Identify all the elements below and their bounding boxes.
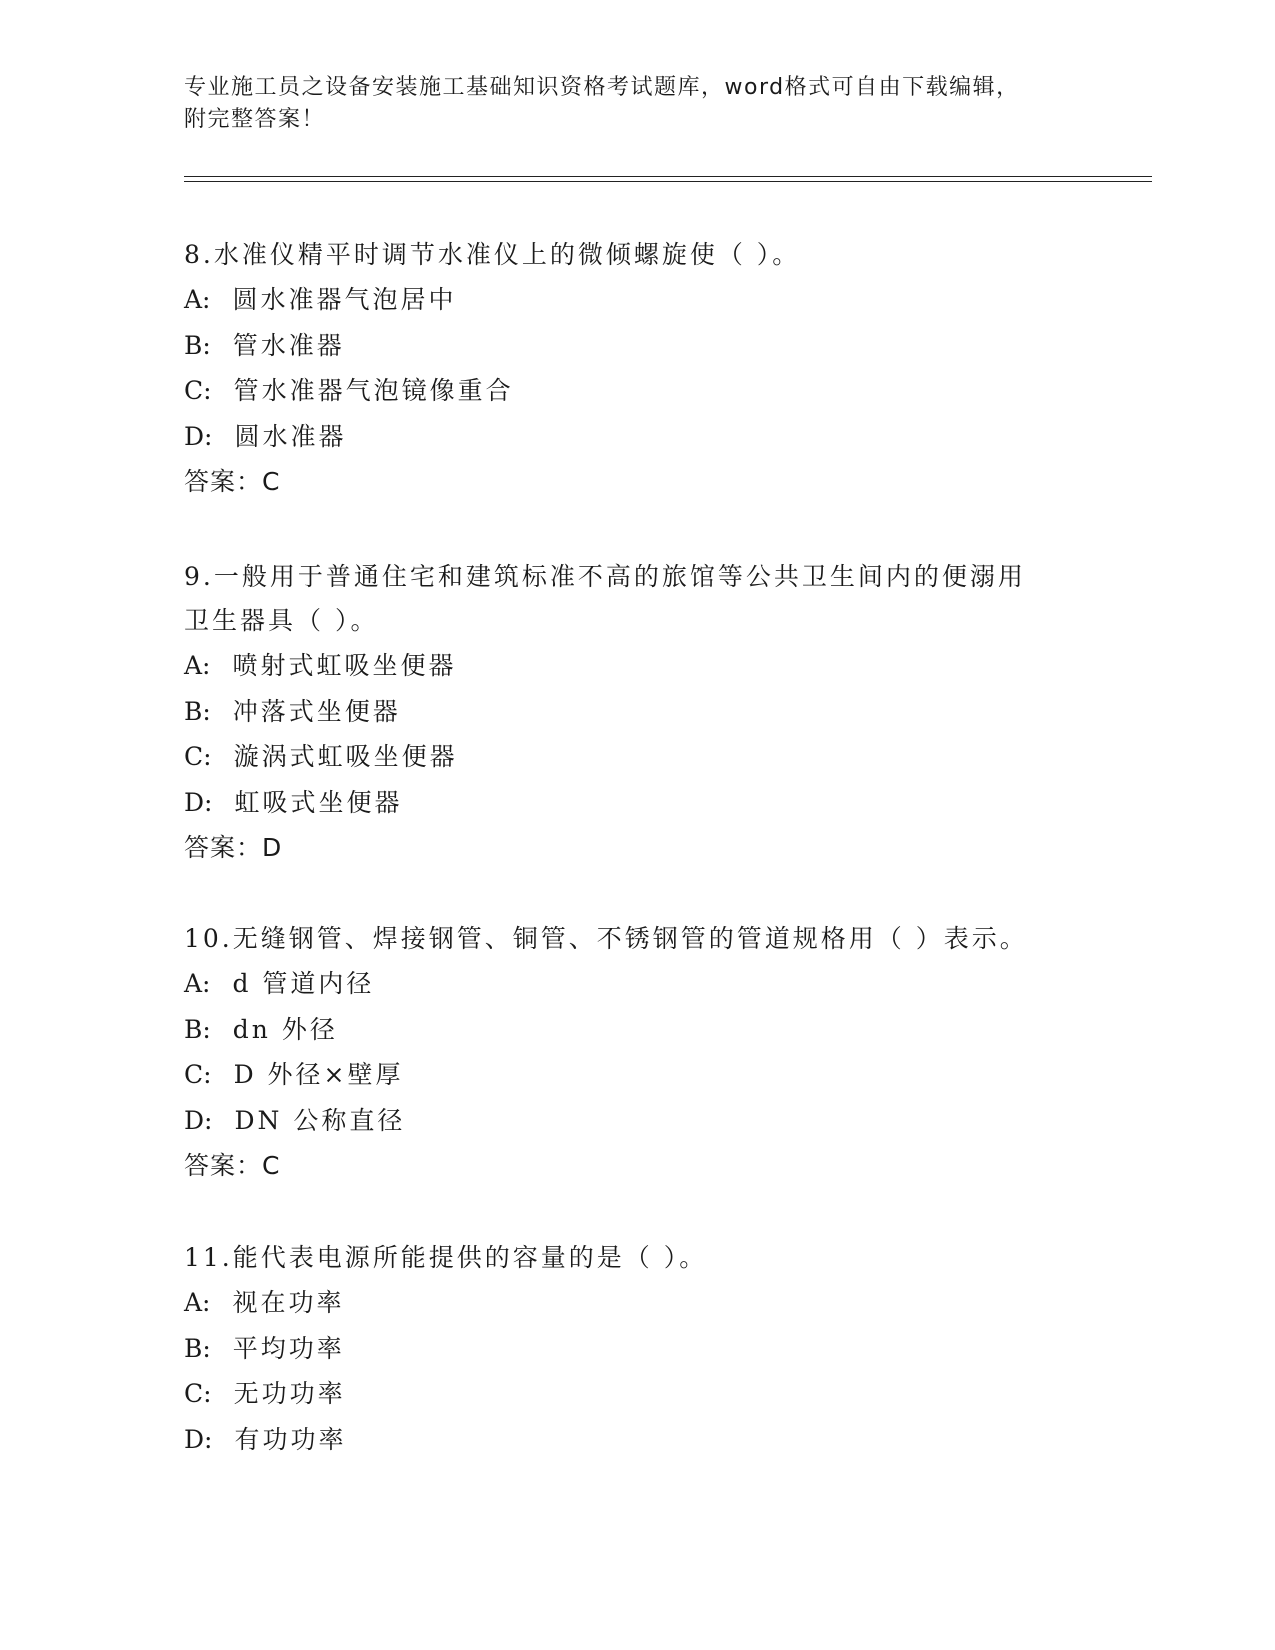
- option-text: 冲落式坐便器: [232, 696, 401, 726]
- question-stem-line: 8.水准仪精平时调节水准仪上的微倾螺旋使（ ）。: [184, 240, 801, 269]
- option-d: [184, 1417, 1084, 1463]
- option-letter: A:: [184, 969, 211, 998]
- option-d: [184, 414, 1084, 460]
- header-line-2: 附完整答案！: [184, 107, 326, 132]
- option-text: DN 公称直径: [234, 1105, 406, 1135]
- option-letter: B:: [184, 1333, 211, 1363]
- answer-line: 答案：C: [184, 1151, 281, 1180]
- option-letter: D:: [184, 421, 213, 451]
- option-text: 喷射式虹吸坐便器: [232, 651, 457, 680]
- option-text: 圆水准器: [234, 421, 347, 451]
- question-stem-line: 9.一般用于普通住宅和建筑标准不高的旅馆等公共卫生间内的便溺用: [184, 562, 1026, 591]
- answer-line: 答案：D: [184, 833, 283, 862]
- question-9: [184, 555, 1084, 871]
- option-b: [184, 689, 1084, 735]
- option-c: [184, 1052, 1084, 1098]
- option-text: 无功功率: [233, 1379, 346, 1408]
- option-text: 圆水准器气泡居中: [232, 285, 457, 314]
- question-10: [184, 917, 1084, 1189]
- question-stem: [184, 1236, 1084, 1280]
- option-letter: A:: [184, 651, 211, 680]
- option-b: [184, 323, 1084, 369]
- option-text: 虹吸式坐便器: [234, 787, 403, 817]
- option-a: [184, 961, 1084, 1007]
- option-letter: C:: [184, 1060, 212, 1089]
- option-letter: D:: [184, 1105, 213, 1135]
- option-letter: A:: [184, 1288, 211, 1317]
- option-text: 漩涡式虹吸坐便器: [233, 742, 458, 771]
- question-8: [184, 233, 1084, 505]
- option-letter: C:: [184, 1379, 212, 1408]
- question-stem: [184, 233, 1084, 277]
- question-11: [184, 1236, 1084, 1462]
- option-letter: B:: [184, 1014, 211, 1044]
- option-text: 管水准器气泡镜像重合: [233, 376, 514, 405]
- option-letter: C:: [184, 376, 212, 405]
- option-a: [184, 1280, 1084, 1326]
- option-text: d 管道内径: [232, 969, 375, 998]
- option-a: [184, 643, 1084, 689]
- option-c: [184, 734, 1084, 780]
- option-d: [184, 780, 1084, 826]
- option-b: [184, 1326, 1084, 1372]
- option-letter: A:: [184, 285, 211, 314]
- question-stem-line: 11.能代表电源所能提供的容量的是（ ）。: [184, 1243, 708, 1272]
- option-letter: C:: [184, 742, 212, 771]
- option-c: [184, 368, 1084, 414]
- option-text: D 外径×壁厚: [233, 1060, 404, 1089]
- option-c: [184, 1371, 1084, 1417]
- option-letter: D:: [184, 787, 213, 817]
- option-letter: B:: [184, 696, 211, 726]
- question-stem: [184, 555, 1084, 643]
- option-b: [184, 1007, 1084, 1053]
- option-text: dn 外径: [232, 1014, 338, 1044]
- option-letter: D:: [184, 1424, 213, 1454]
- document-header: [184, 72, 1064, 136]
- option-d: [184, 1098, 1084, 1144]
- option-text: 有功功率: [234, 1424, 347, 1454]
- option-letter: B:: [184, 330, 211, 360]
- header-divider-top: [184, 176, 1152, 177]
- question-stem: [184, 917, 1084, 961]
- question-stem-line: 10.无缝钢管、焊接钢管、铜管、不锈钢管的管道规格用（ ）表示。: [184, 924, 1028, 953]
- option-text: 平均功率: [232, 1333, 345, 1363]
- question-stem-line: 卫生器具（ ）。: [184, 606, 379, 635]
- option-a: [184, 277, 1084, 323]
- answer-line: 答案：C: [184, 467, 281, 496]
- header-divider-bottom: [184, 181, 1152, 182]
- header-line-1: 专业施工员之设备安装施工基础知识资格考试题库，word格式可自由下载编辑，: [184, 75, 1020, 100]
- option-text: 管水准器: [232, 330, 345, 360]
- option-text: 视在功率: [232, 1288, 345, 1317]
